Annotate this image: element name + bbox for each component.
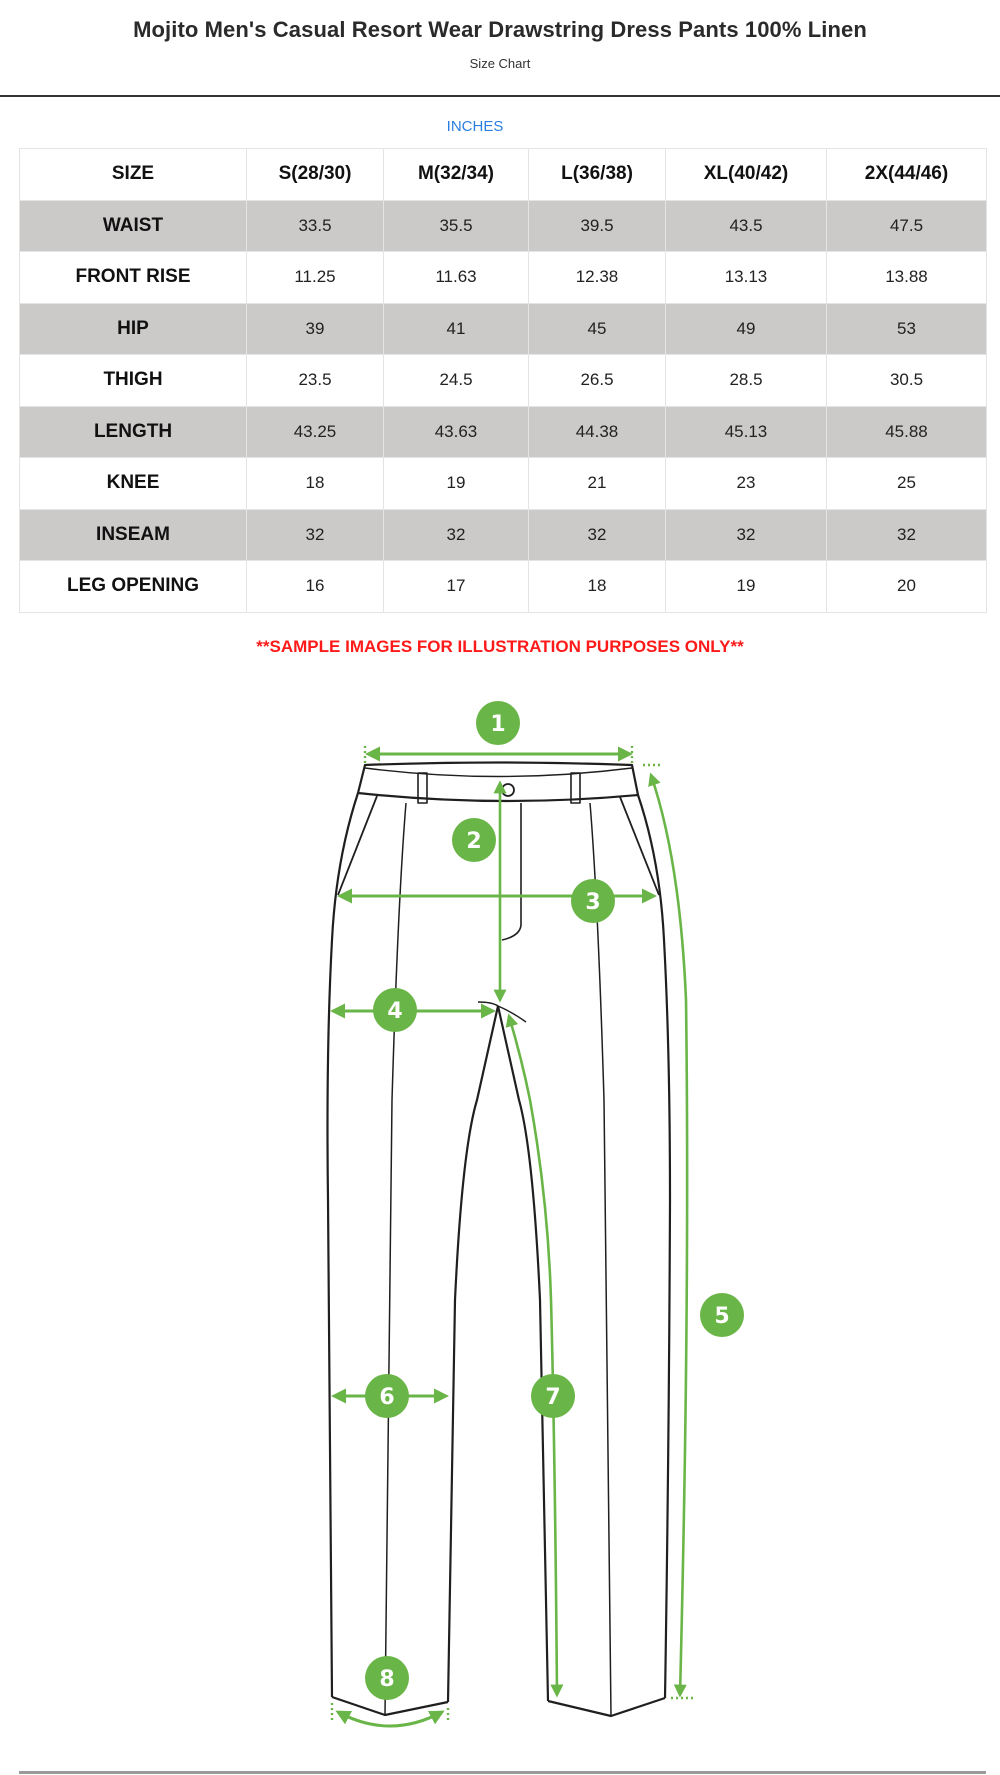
table-cell: 20 [827,561,987,613]
row-label: THIGH [20,355,247,407]
marker-6-knee-icon [365,1374,409,1418]
page-title: Mojito Men's Casual Resort Wear Drawstring Dress Pants 100% Linen [133,17,867,42]
table-cell: 43.25 [247,406,384,458]
table-cell: 11.25 [247,252,384,304]
svg-text:3: 3 [585,890,601,915]
row-label: INSEAM [20,509,247,561]
table-cell: 43.5 [666,200,827,252]
table-cell: 23.5 [247,355,384,407]
table-cell: 12.38 [529,252,666,304]
column-header: 2X(44/46) [827,149,987,201]
table-cell: 28.5 [666,355,827,407]
table-cell: 30.5 [827,355,987,407]
table-cell: 39.5 [529,200,666,252]
marker-1-waist-icon [476,701,520,745]
table-cell: 19 [666,561,827,613]
svg-text:7: 7 [545,1385,561,1410]
marker-4-thigh-icon [373,988,417,1032]
svg-text:4: 4 [387,999,403,1024]
table-cell: 13.13 [666,252,827,304]
table-cell: 45.88 [827,406,987,458]
marker-8-leg-opening-icon [365,1656,409,1700]
table-cell: 17 [384,561,529,613]
table-cell: 18 [529,561,666,613]
column-header: SIZE [20,149,247,201]
table-cell: 45.13 [666,406,827,458]
table-cell: 53 [827,303,987,355]
table-cell: 26.5 [529,355,666,407]
footer-divider [19,1771,986,1774]
svg-text:1: 1 [490,712,506,737]
svg-text:2: 2 [466,829,482,854]
table-cell: 39 [247,303,384,355]
table-cell: 32 [666,509,827,561]
row-label: LENGTH [20,406,247,458]
table-cell: 32 [384,509,529,561]
table-cell: 16 [247,561,384,613]
column-header: L(36/38) [529,149,666,201]
table-cell: 23 [666,458,827,510]
table-cell: 21 [529,458,666,510]
table-cell: 18 [247,458,384,510]
table-cell: 47.5 [827,200,987,252]
table-cell: 32 [529,509,666,561]
page-subtitle: Size Chart [469,56,531,71]
table-cell: 44.38 [529,406,666,458]
svg-text:6: 6 [379,1385,395,1410]
svg-text:5: 5 [714,1304,730,1329]
svg-text:8: 8 [379,1667,395,1692]
row-label: LEG OPENING [20,561,247,613]
table-cell: 11.63 [384,252,529,304]
marker-5-length-icon [700,1293,744,1337]
marker-7-inseam-icon [531,1374,575,1418]
row-label: FRONT RISE [20,252,247,304]
table-cell: 33.5 [247,200,384,252]
column-header: M(32/34) [384,149,529,201]
table-cell: 49 [666,303,827,355]
table-cell: 19 [384,458,529,510]
row-label: WAIST [20,200,247,252]
table-cell: 45 [529,303,666,355]
row-label: KNEE [20,458,247,510]
marker-3-hip-icon [571,879,615,923]
table-cell: 13.88 [827,252,987,304]
units-label: INCHES [446,118,504,135]
row-label: HIP [20,303,247,355]
column-header: XL(40/42) [666,149,827,201]
illustration-notice: **SAMPLE IMAGES FOR ILLUSTRATION PURPOSES ONLY** [256,637,744,656]
table-cell: 35.5 [384,200,529,252]
table-cell: 24.5 [384,355,529,407]
marker-2-front-rise-icon [452,818,496,862]
table-cell: 32 [827,509,987,561]
column-header: S(28/30) [247,149,384,201]
table-cell: 41 [384,303,529,355]
table-cell: 25 [827,458,987,510]
table-cell: 32 [247,509,384,561]
table-cell: 43.63 [384,406,529,458]
